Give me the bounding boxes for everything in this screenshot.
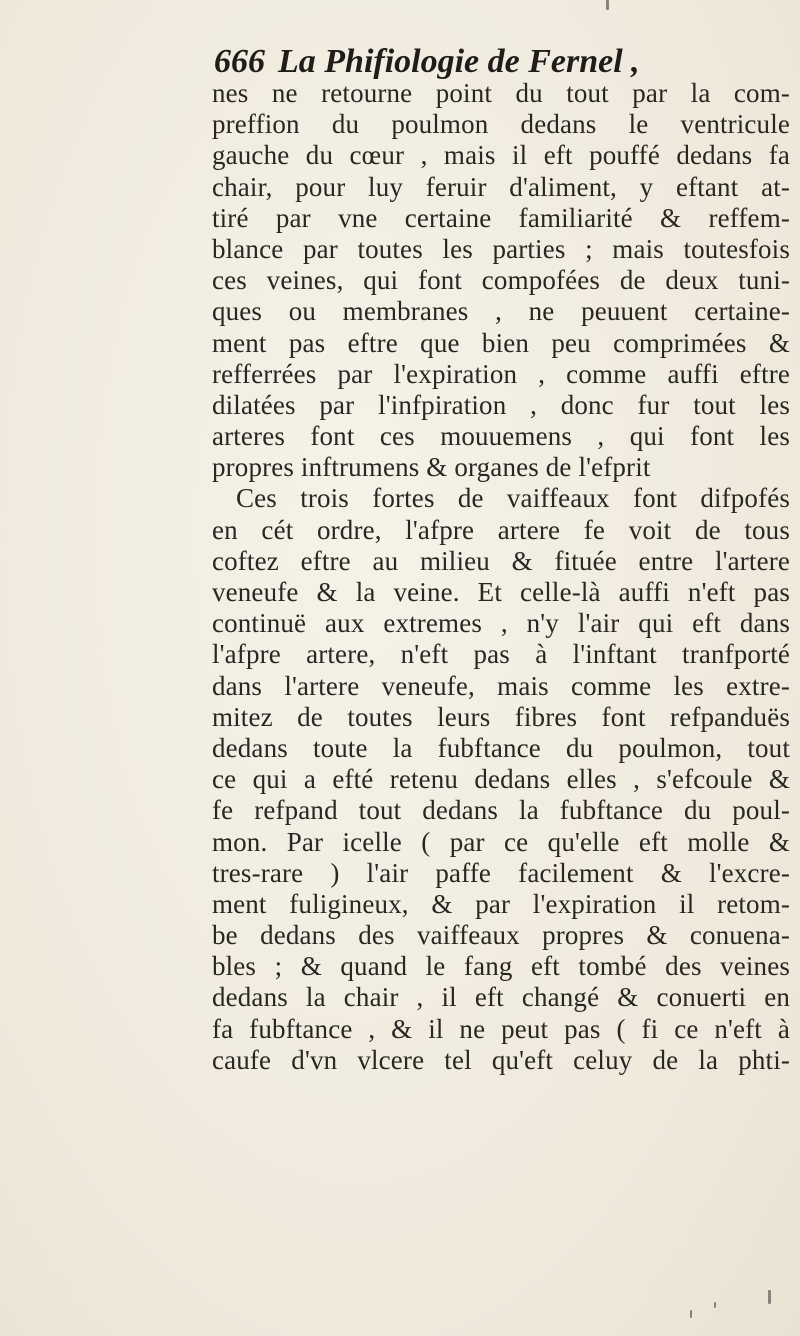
text-line: fe refpand tout dedans la fubftance du poul- — [212, 795, 790, 826]
text-line: arteres font ces mouuemens , qui font les — [212, 421, 790, 452]
text-line: continuë aux extremes , n'y l'air qui eft dans — [212, 608, 790, 639]
paper-speck — [690, 1310, 692, 1318]
text-line: dilatées par l'infpiration , donc fur tout les — [212, 389, 790, 420]
text-line: chair, pour luy feruir d'aliment, y eftant at- — [212, 171, 790, 202]
text-line: preffion du poulmon dedans le ventricule — [212, 109, 790, 140]
text-line: ces veines, qui font compofées de deux tuni- — [212, 265, 790, 296]
text-line: ment fuligineux, & par l'expiration il retom- — [212, 888, 790, 919]
page-number: 666 — [214, 43, 265, 80]
text-line: nes ne retourne point du tout par la com- — [212, 78, 790, 108]
body-text — [212, 78, 790, 1076]
text-line: mon. Par icelle ( par ce qu'elle eft molle & — [212, 826, 790, 857]
text-line: refferrées par l'expiration , comme auffi eftre — [212, 358, 790, 389]
text-line: gauche du cœur , mais il eft pouffé dedans fa — [212, 140, 790, 171]
paper-speck — [714, 1302, 716, 1308]
text-line: tres-rare ) l'air paffe facilement & l'excre- — [212, 857, 790, 888]
text-line: fa fubftance , & il ne peut pas ( fi ce n'eft à — [212, 1013, 790, 1044]
text-line: ques ou membranes , ne peuuent certaine- — [212, 296, 790, 327]
text-line: caufe d'vn vlcere tel qu'eft celuy de la phti- — [212, 1044, 790, 1075]
text-line: Ces trois fortes de vaiffeaux font difpofés — [236, 483, 790, 514]
text-line: bles ; & quand le fang eft tombé des veines — [212, 951, 790, 982]
text-line: ment pas eftre que bien peu comprimées & — [212, 327, 790, 358]
text-line: veneufe & la veine. Et celle-là auffi n'eft pas — [212, 577, 790, 607]
text-line: be dedans des vaiffeaux propres & conuena- — [212, 920, 790, 951]
text-line: mitez de toutes leurs fibres font refpanduës — [212, 701, 790, 732]
running-title: La Phifiologie de Fernel , — [278, 43, 640, 80]
text-line: dedans la chair , il eft changé & conuerti en — [212, 982, 790, 1013]
text-line: coftez eftre au milieu & fituée entre l'artere — [212, 545, 790, 576]
text-line: propres inftrumens & organes de l'efprit — [212, 452, 651, 483]
text-line: tiré par vne certaine familiarité & reffem- — [212, 202, 790, 233]
text-line: l'afpre artere, n'eft pas à l'inftant tranfporté — [212, 639, 790, 670]
paper-speck — [606, 0, 609, 10]
paper-speck — [768, 1290, 771, 1304]
text-line: blance par toutes les parties ; mais toutesfois — [212, 233, 790, 264]
text-line: dedans toute la fubftance du poulmon, tout — [212, 732, 790, 763]
text-line: dans l'artere veneufe, mais comme les extre- — [212, 670, 790, 701]
text-line: ce qui a efté retenu dedans elles , s'efcoule & — [212, 764, 790, 795]
text-line: en cét ordre, l'afpre artere fe voit de tous — [212, 514, 790, 545]
